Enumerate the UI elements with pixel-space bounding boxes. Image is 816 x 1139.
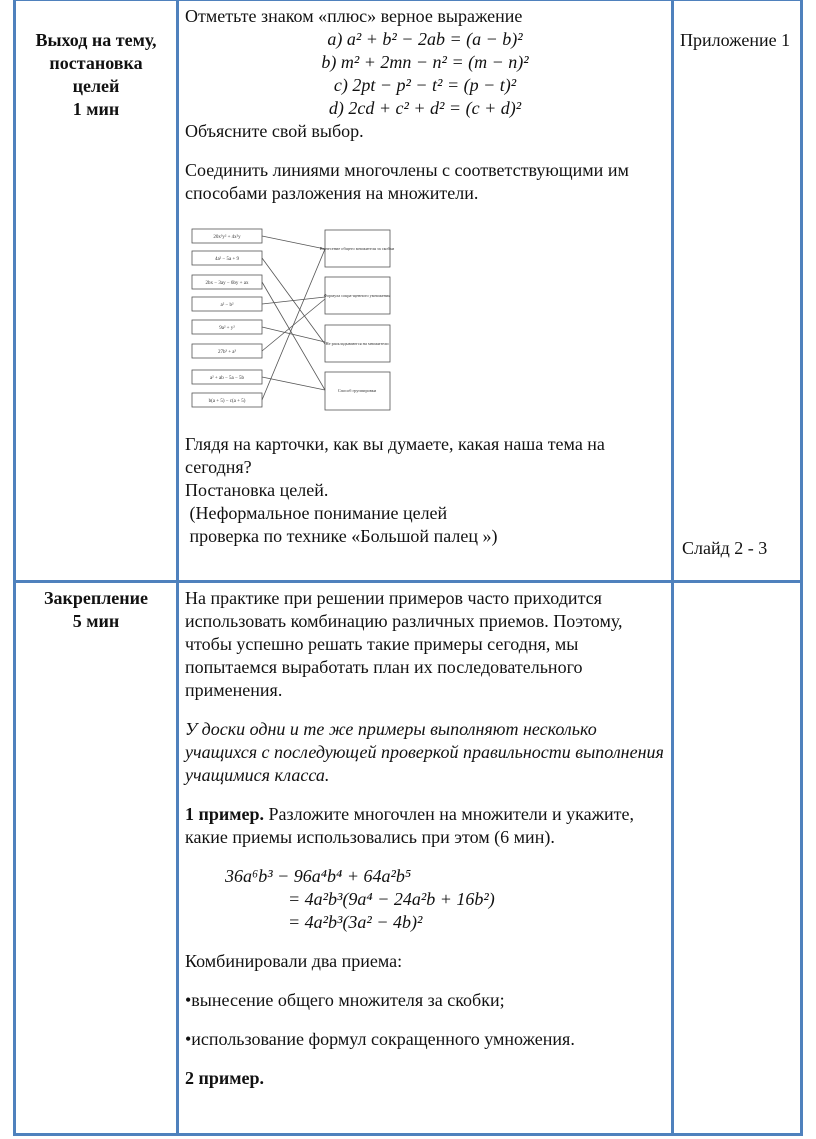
stage-cell xyxy=(15,0,178,582)
stage-line: целей xyxy=(72,76,120,96)
polynomial-label: 9a² + y² xyxy=(219,326,235,331)
thumb-text: проверка по технике «Большой палец ») xyxy=(185,526,498,546)
stage-line: 1 мин xyxy=(72,99,120,119)
polynomial-label: b(a + 5) − c(a + 5) xyxy=(208,399,246,404)
informal-text: (Неформальное понимание целей xyxy=(185,503,448,523)
intro-text: На практике при решении примеров часто приходится использовать комбинацию различных приемов. Поэтому, чтобы успешно решать такие примеры сегодня, мы попытаемся выработать план их последовательного применения. xyxy=(185,588,623,700)
content-cell xyxy=(178,582,673,1135)
option-a: a) a² + b² − 2ab = (a − b)² xyxy=(327,29,523,49)
option-d: d) 2cd + c² + d² = (c + d)² xyxy=(328,98,522,118)
bullet-item: •использование формул сокращенного умножения. xyxy=(185,1029,575,1049)
table-row xyxy=(15,0,802,582)
polynomial-label: a² − b² xyxy=(220,303,234,308)
solution-formula xyxy=(185,865,665,934)
method-label: Формула сокра-щенного умножения xyxy=(323,293,391,298)
polynomial-label: 2bx − 3ay − 6by + ax xyxy=(205,281,249,286)
explain-text: Объясните свой выбор. xyxy=(185,121,364,141)
matching-figure xyxy=(185,217,405,417)
bullet-item: •вынесение общего множителя за скобки; xyxy=(185,990,505,1010)
solution-line: = 4a²b³(3a² − 4b)² xyxy=(225,912,423,932)
stage-line: 5 мин xyxy=(72,611,120,631)
resources-cell xyxy=(673,0,802,582)
solution-line: = 4a²b³(9a⁴ − 24a²b + 16b²) xyxy=(225,889,495,909)
polynomial-label: 20x³y² + 4x²y xyxy=(213,235,241,240)
stage-cell xyxy=(15,582,178,1135)
teacher-note: У доски одни и те же примеры выполняют несколько учащихся с последующей проверкой правильности выполнения учащимися класса. xyxy=(185,719,664,785)
lesson-plan-table xyxy=(13,0,803,1136)
task-title: Отметьте знаком «плюс» верное выражение xyxy=(185,6,523,26)
stage-line: Закрепление xyxy=(43,588,149,608)
slide-label: Слайд 2 - 3 xyxy=(682,538,768,558)
option-b: b) m² + 2mn − n² = (m − n)² xyxy=(321,52,529,72)
stage-line: постановка xyxy=(49,53,143,73)
example-2-label: 2 пример. xyxy=(185,1068,265,1088)
appendix-label: Приложение 1 xyxy=(680,30,791,50)
polynomial-label: 4a² − 5a + 9 xyxy=(214,257,240,262)
polynomial-label: 27b³ + a³ xyxy=(217,350,237,355)
goals-text: Постановка целей. xyxy=(185,480,329,500)
solution-line: 36a⁶b³ − 96a⁴b⁴ + 64a²b⁵ xyxy=(225,866,412,886)
question-text: Глядя на карточки, как вы думаете, какая наша тема на сегодня? xyxy=(185,434,605,477)
method-label: Способ группировки xyxy=(337,388,377,393)
example-1-text: Разложите многочлен на множители и укажите, какие приемы использовались при этом (6 мин). xyxy=(185,804,634,847)
polynomial-label: a² + ab − 5a − 5b xyxy=(209,376,245,381)
matching-task: Соединить линиями многочлены с соответствующими им способами разложения на множители. xyxy=(185,160,629,203)
method-label: Не раскладываются на множители xyxy=(325,341,389,346)
example-1-label: 1 пример. xyxy=(185,804,265,824)
resources-cell xyxy=(673,582,802,1135)
combined-text: Комбинировали два приема: xyxy=(185,951,403,971)
example-1 xyxy=(185,803,665,849)
method-label: Вынесение общего множителя за скобки xyxy=(319,246,395,251)
table-row xyxy=(15,582,802,1135)
stage-line: Выход на тему, xyxy=(35,30,157,50)
option-c: c) 2pt − p² − t² = (p − t)² xyxy=(333,75,517,95)
content-cell xyxy=(178,0,673,582)
